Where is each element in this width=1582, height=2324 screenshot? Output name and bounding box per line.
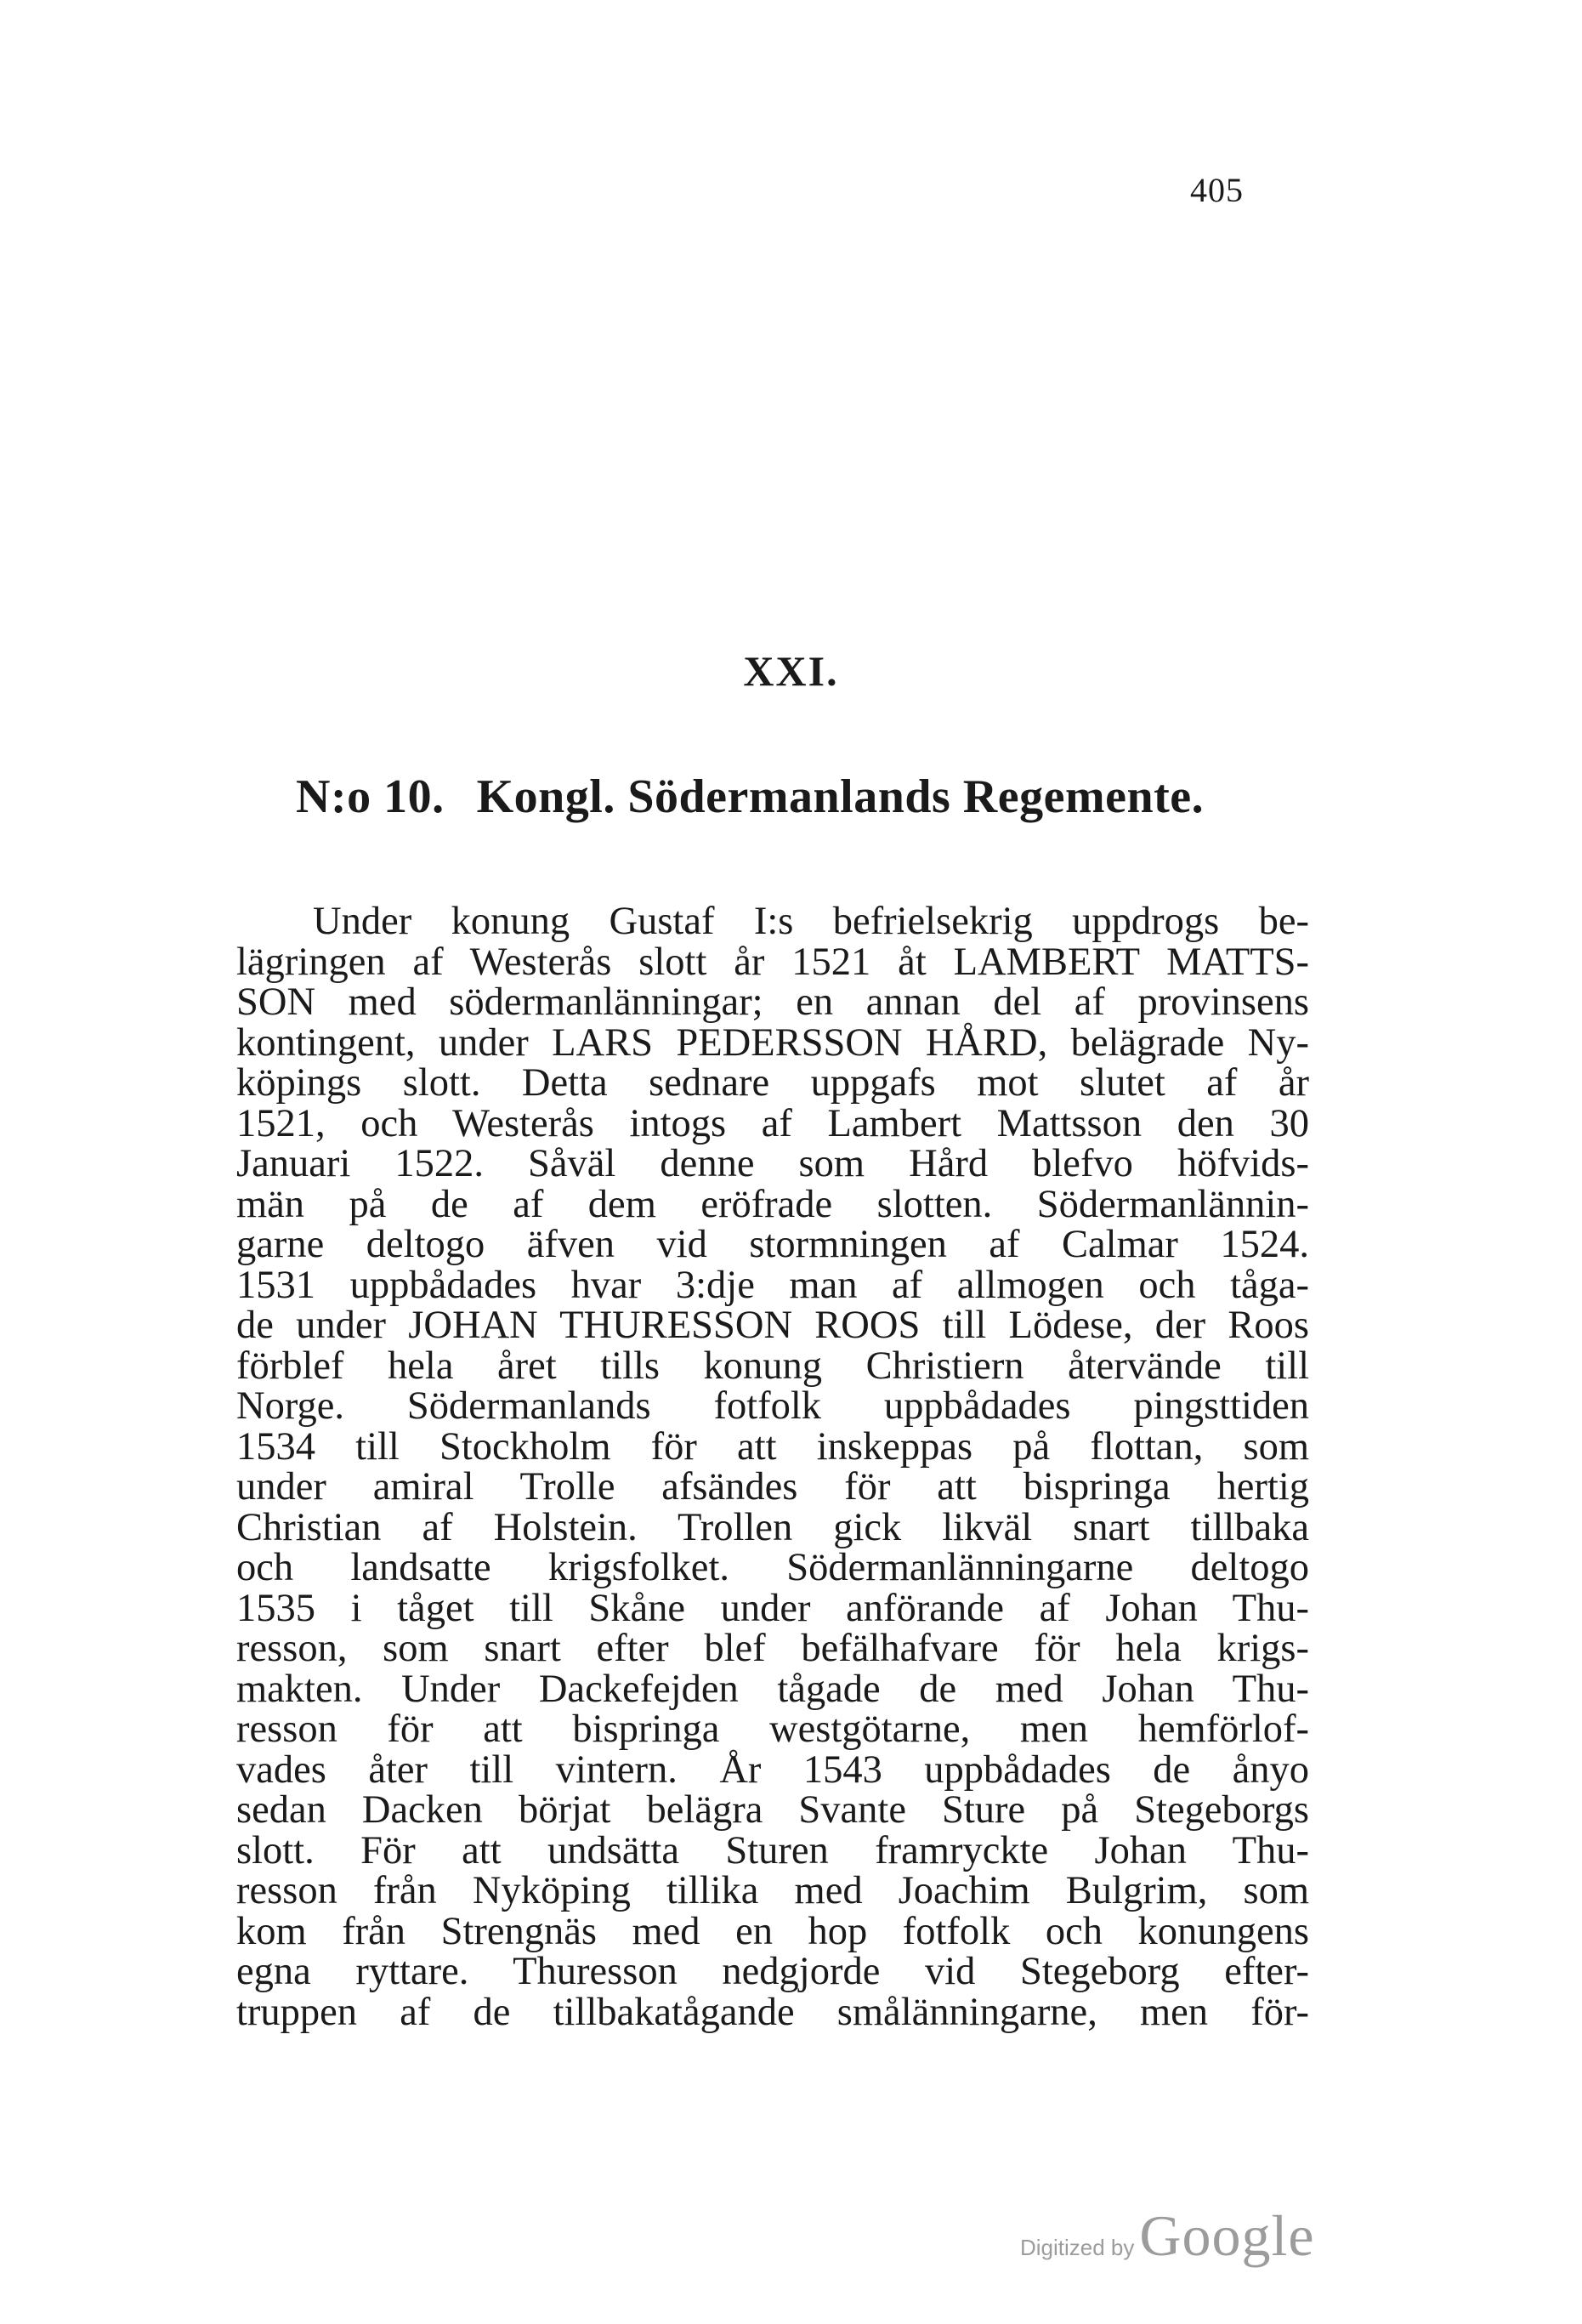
text-line: makten. Under Dackefejden tågade de med Johan Thu-	[236, 1667, 1309, 1711]
text-line: köpings slott. Detta sednare uppgafs mot slutet af år	[236, 1061, 1309, 1105]
google-logo: Google	[1139, 2203, 1315, 2268]
text-line: resson för att bispringa westgötarne, men hemförlof-	[236, 1707, 1309, 1751]
text-line: 1531 uppbådades hvar 3:dje man af allmogen och tåga-	[236, 1263, 1309, 1307]
text-line: Norge. Södermanlands fotfolk uppbådades pingsttiden	[236, 1384, 1309, 1428]
text-line: egna ryttare. Thuresson nedgjorde vid Stegeborg efter-	[236, 1950, 1309, 1993]
section-title-number: N:o 10.	[296, 770, 445, 823]
text-line: vades åter till vintern. År 1543 uppbådades de ånyo	[236, 1747, 1309, 1792]
text-line: 1534 till Stockholm för att inskeppas på flottan, som	[236, 1424, 1309, 1469]
text-line: kontingent, under LARS PEDERSSON HÅRD, belägrade Ny-	[236, 1020, 1309, 1065]
text-line: och landsatte krigsfolket. Södermanlänningarne deltogo	[236, 1546, 1309, 1589]
text-line: slott. För att undsätta Sturen framryckte Johan Thu-	[236, 1828, 1309, 1872]
text-line: 1521, och Westerås intogs af Lambert Mattsson den 30	[236, 1101, 1309, 1145]
chapter-number: XXI.	[743, 647, 839, 695]
text-line: kom från Strengnäs med en hop fotfolk och konungens	[236, 1909, 1309, 1953]
section-title	[296, 770, 1290, 824]
text-line: 1535 i tåget till Skåne under anförande af Johan Thu-	[236, 1586, 1309, 1630]
section-title-name: Kongl. Södermanlands Regemente.	[476, 770, 1205, 823]
text-line: truppen af de tillbakatågande smålänningarne, men för-	[236, 1990, 1309, 2034]
text-line: förblef hela året tills konung Christiern återvände till	[236, 1344, 1309, 1388]
text-line: män på de af dem eröfrade slotten. Södermanlännin-	[236, 1182, 1309, 1226]
text-line: sedan Dacken börjat belägra Svante Sture på Stegeborgs	[236, 1788, 1309, 1832]
digitized-label: Digitized by	[1020, 2235, 1135, 2260]
text-line: garne deltogo äfven vid stormningen af Calmar 1524.	[236, 1223, 1309, 1266]
text-line: Under konung Gustaf I:s befrielsekrig uppdrogs be-	[313, 900, 1309, 943]
text-line: resson, som snart efter blef befälhafvare för hela krigs-	[236, 1627, 1309, 1670]
body-text	[236, 901, 1309, 2032]
text-line: lägringen af Westerås slott år 1521 åt LAMBERT MATTS-	[236, 940, 1309, 984]
page-number: 405	[1190, 171, 1244, 209]
text-line: de under JOHAN THURESSON ROOS till Lödese, der Roos	[236, 1304, 1309, 1347]
text-line: resson från Nyköping tillika med Joachim Bulgrim, som	[236, 1869, 1309, 1912]
text-line: Januari 1522. Såväl denne som Hård blefvo höfvids-	[236, 1142, 1309, 1185]
text-line: SON med södermanlänningar; en annan del af provinsens	[236, 980, 1309, 1024]
text-line: under amiral Trolle afsändes för att bispringa hertig	[236, 1465, 1309, 1509]
text-line: Christian af Holstein. Trollen gick likväl snart tillbaka	[236, 1505, 1309, 1549]
digitized-watermark	[1020, 2202, 1315, 2270]
